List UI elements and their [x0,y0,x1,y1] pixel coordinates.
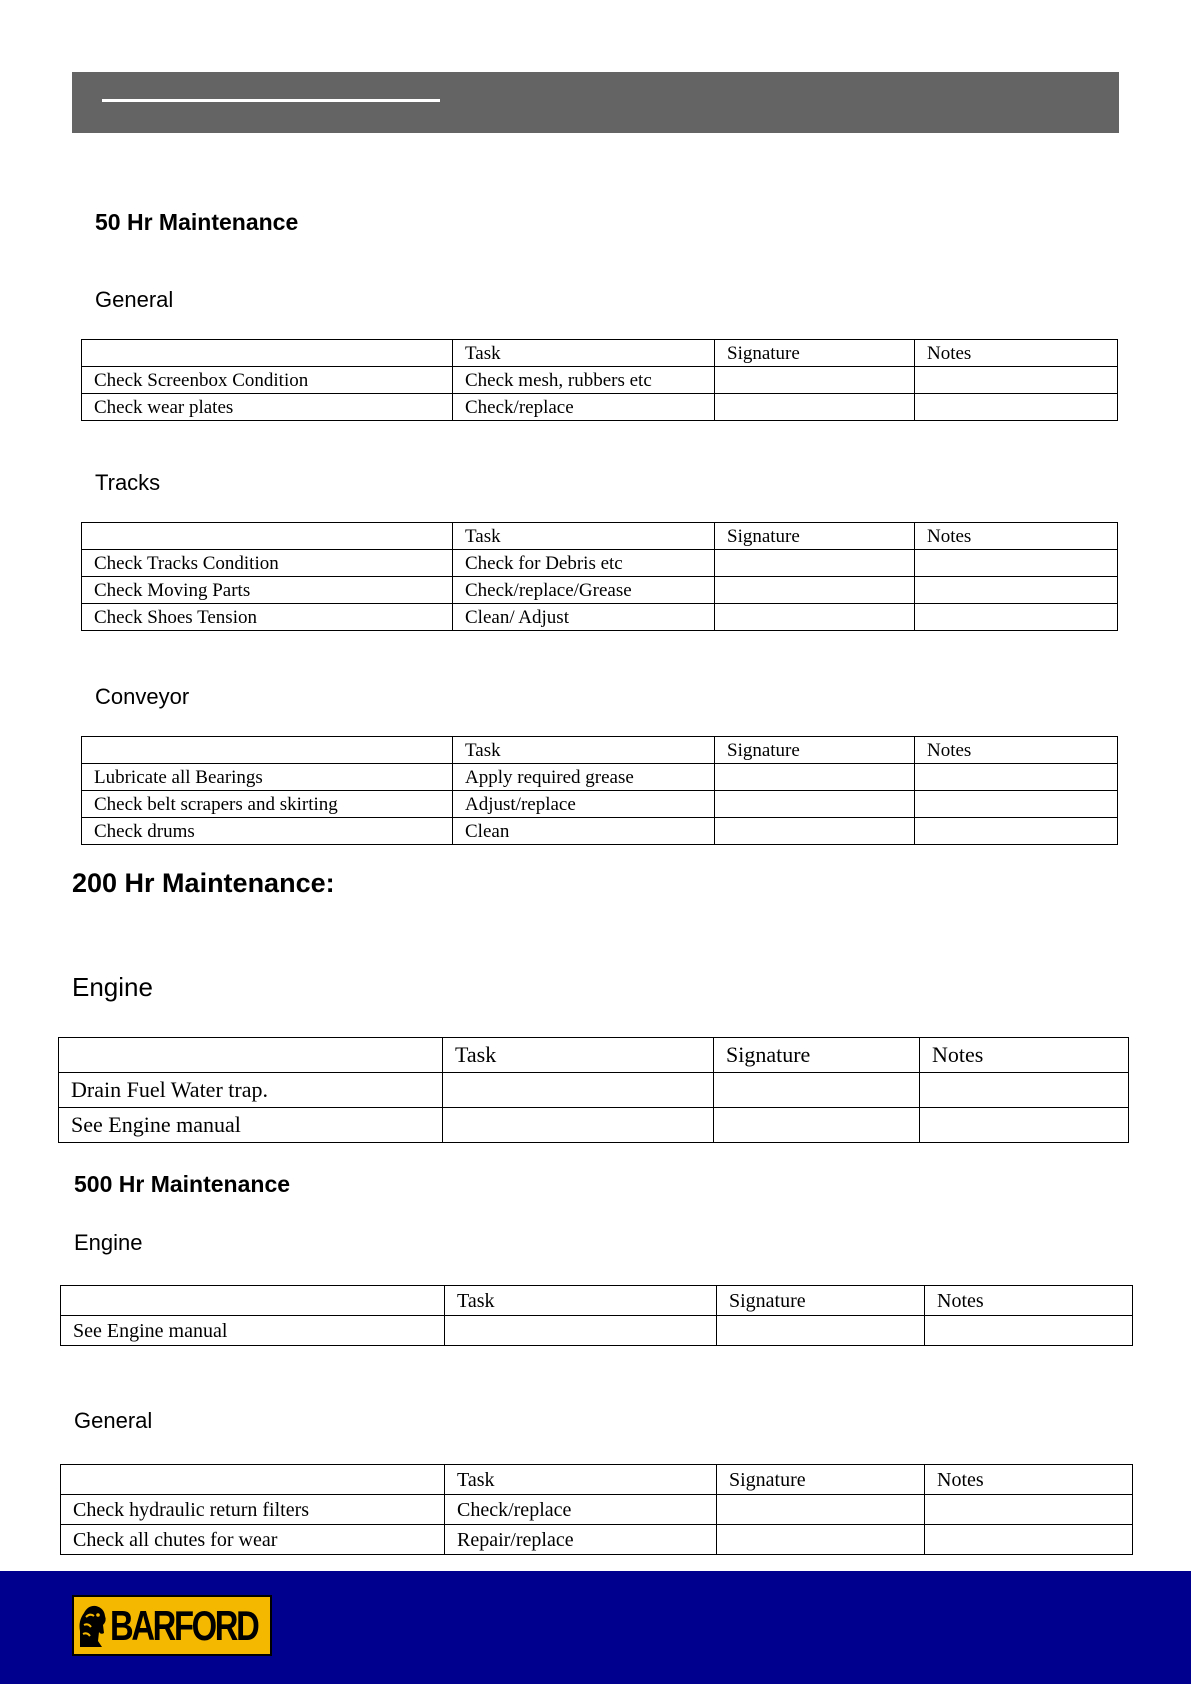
table-cell-notes [915,550,1118,577]
table-200hr-engine [58,1037,1129,1143]
table-500hr-general [60,1464,1133,1555]
column-header-task: Task [443,1038,714,1073]
table-header-row [59,1038,1129,1073]
table-cell-task: Adjust/replace [453,791,715,818]
column-header-task: Task [445,1286,717,1316]
table-cell-item: Check Tracks Condition [82,550,453,577]
table-cell-signature [715,550,915,577]
table-cell-signature [717,1495,925,1525]
table-cell-task: Check mesh, rubbers etc [453,367,715,394]
table-row [82,577,1118,604]
table-cell-task: Clean [453,818,715,845]
column-header-signature: Signature [714,1038,920,1073]
table-cell-signature [717,1525,925,1555]
table-cell-task: Repair/replace [445,1525,717,1555]
table-cell-item: Check Screenbox Condition [82,367,453,394]
column-header-item [61,1286,445,1316]
column-header-item [59,1038,443,1073]
table-cell-task: Check for Debris etc [453,550,715,577]
table-header-row [82,340,1118,367]
table-cell-item: Lubricate all Bearings [82,764,453,791]
column-header-task: Task [453,340,715,367]
column-header-task: Task [453,523,715,550]
section-title-200hr: 200 Hr Maintenance: [72,868,335,898]
table-cell-task [445,1316,717,1346]
table-cell-signature [714,1108,920,1143]
table-row [82,791,1118,818]
table-cell-task [443,1073,714,1108]
table-header-row [61,1286,1133,1316]
subsection-title-engine-500hr: Engine [74,1230,143,1255]
table-cell-item: Check belt scrapers and skirting [82,791,453,818]
column-header-notes: Notes [925,1465,1133,1495]
subsection-title-general-50hr: General [95,287,174,312]
subsection-title-tracks: Tracks [95,470,161,495]
table-row [59,1108,1129,1143]
table-row [61,1495,1133,1525]
table-row [82,604,1118,631]
column-header-signature: Signature [717,1286,925,1316]
table-cell-notes [915,818,1118,845]
table-cell-task: Apply required grease [453,764,715,791]
header-rule [102,99,440,102]
column-header-item [82,340,453,367]
table-cell-item: See Engine manual [59,1108,443,1143]
table-cell-notes [920,1073,1129,1108]
lion-icon [74,1597,110,1654]
subsection-title-conveyor: Conveyor [95,684,190,709]
barford-logo [72,1595,272,1656]
table-header-row [61,1465,1133,1495]
header-bar [72,72,1119,133]
table-cell-signature [715,764,915,791]
table-row [61,1316,1133,1346]
table-50hr-general [81,339,1118,421]
column-header-item [82,737,453,764]
table-cell-notes [920,1108,1129,1143]
table-cell-notes [925,1316,1133,1346]
table-row [82,550,1118,577]
column-header-notes: Notes [915,737,1118,764]
table-cell-notes [915,604,1118,631]
table-cell-item: Drain Fuel Water trap. [59,1073,443,1108]
table-cell-signature [715,367,915,394]
column-header-item [61,1465,445,1495]
table-cell-notes [915,367,1118,394]
table-cell-signature [717,1316,925,1346]
table-cell-task: Check/replace/Grease [453,577,715,604]
column-header-signature: Signature [715,340,915,367]
section-title-50hr: 50 Hr Maintenance [95,209,299,235]
table-cell-notes [915,791,1118,818]
table-row [82,818,1118,845]
table-cell-notes [925,1525,1133,1555]
table-cell-task: Check/replace [445,1495,717,1525]
table-cell-notes [925,1495,1133,1525]
column-header-notes: Notes [915,340,1118,367]
table-cell-signature [715,577,915,604]
column-header-signature: Signature [715,523,915,550]
logo-text: BARFORD [110,1601,258,1649]
column-header-signature: Signature [715,737,915,764]
table-cell-notes [915,577,1118,604]
table-cell-signature [715,604,915,631]
table-cell-notes [915,394,1118,421]
table-row [82,764,1118,791]
subsection-title-general-500hr: General [74,1408,153,1433]
table-row [82,367,1118,394]
table-cell-task: Check/replace [453,394,715,421]
table-header-row [82,737,1118,764]
table-50hr-conveyor [81,736,1118,845]
table-cell-item: Check Shoes Tension [82,604,453,631]
table-cell-item: Check Moving Parts [82,577,453,604]
table-cell-signature [715,818,915,845]
subsection-title-engine-200hr: Engine [72,972,153,1002]
section-title-500hr: 500 Hr Maintenance [74,1171,291,1197]
column-header-task: Task [453,737,715,764]
table-cell-signature [714,1073,920,1108]
column-header-task: Task [445,1465,717,1495]
column-header-notes: Notes [920,1038,1129,1073]
table-50hr-tracks [81,522,1118,631]
column-header-item [82,523,453,550]
table-row [61,1525,1133,1555]
table-cell-signature [715,791,915,818]
table-500hr-engine [60,1285,1133,1346]
table-cell-task [443,1108,714,1143]
table-row [82,394,1118,421]
table-cell-signature [715,394,915,421]
table-row [59,1073,1129,1108]
column-header-signature: Signature [717,1465,925,1495]
table-cell-item: Check all chutes for wear [61,1525,445,1555]
table-cell-task: Clean/ Adjust [453,604,715,631]
table-cell-item: See Engine manual [61,1316,445,1346]
table-cell-item: Check wear plates [82,394,453,421]
table-cell-item: Check hydraulic return filters [61,1495,445,1525]
table-cell-item: Check drums [82,818,453,845]
column-header-notes: Notes [915,523,1118,550]
column-header-notes: Notes [925,1286,1133,1316]
table-header-row [82,523,1118,550]
table-cell-notes [915,764,1118,791]
footer-bar [0,1571,1191,1684]
